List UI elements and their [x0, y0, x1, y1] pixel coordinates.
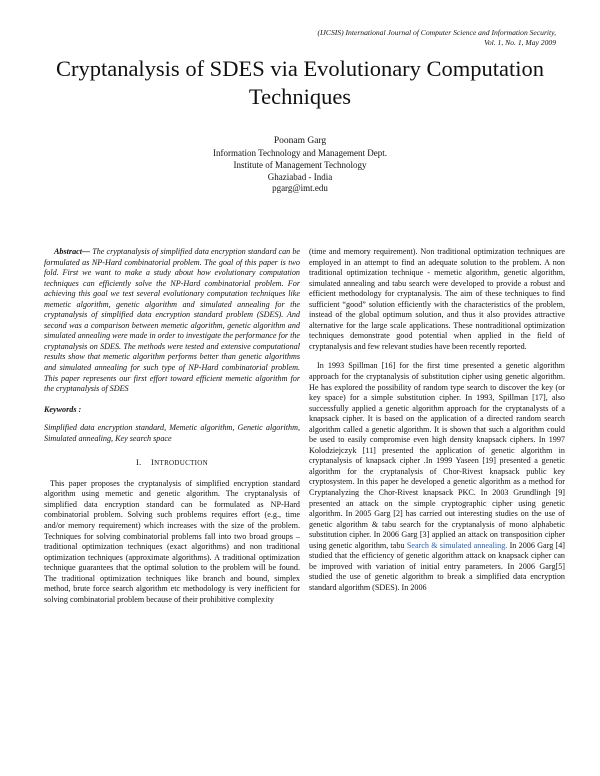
paper-title: Cryptanalysis of SDES via Evolutionary Computation Techniques — [55, 56, 545, 109]
abstract-text: The cryptanalysis of simplified data encryption standard can be formulated as NP-Hard combinatorial problem. The goal of this paper is two fold. First we want to make a study about how evolutionary computation techniques can efficiently solve the NP-Hard combinatorial problem. For achieving this goal we test several evolutionary computation techniques like memetic algorithm, genetic algorithm and simulated annealing for the cryptanalysis of simplified data encryption standard problem (SDES). And second was a comparison between memetic algorithm, genetic algorithm and simulated annealing were made in order to investigate the performance for the cryptanalysis on SDES. The methods were tested and extensive computational results show that memetic algorithm performs better than genetic algorithms and simulated annealing for such type of NP-Hard combinatorial problem. This paper represents our first effort toward efficient memetic algorithm for the cryptanalysis of SDES — [44, 247, 300, 394]
keywords-label: Keywords : — [44, 404, 82, 414]
section-title-rest: NTRODUCTION — [154, 459, 208, 468]
left-column — [44, 247, 300, 605]
history-highlight: Search & simulated annealing. — [406, 540, 508, 550]
section-first-letter: I — [151, 458, 155, 468]
section-number: I. — [135, 458, 142, 468]
author-location: Ghaziabad - India — [267, 171, 333, 182]
abstract-label: Abstract— — [54, 247, 91, 256]
intro-paragraph-left: This paper proposes the cryptanalysis of simplified encryption standard algorithm using memetic and genetic algorithm. The cryptanalysis of simplified data encryption standard can be formulated as NP-Hard combinatorial problem. Solving such problems requires effort (e.g., time and/or memory requirement) which increases with the size of the problem. Techniques for solving combinatorial problems fall into two broad groups – traditional optimization techniques (exact algorithms) and non traditional optimization techniques (approximate algorithms). A traditional optimization technique guarantees that the optimal solution to the problem will be found. The traditional optimization techniques like branch and bound, simplex method, brute force search algorithm etc methodology is very inefficient for solving combinatorial problem because of their prohibitive complexity — [44, 478, 300, 604]
history-part-2: In 2006 Garg [4] studied that the efficiency of genetic algorithm attack on knapsack cipher can be improved with variation of initial entry parameters. In 2006 Garg[5] studied the use of genetic algorithm to break a simplified data encryption standard algorithm (SDES). In 2006 — [309, 540, 566, 592]
journal-line-1: (IJCSIS) International Journal of Computer Science and Information Security, — [317, 28, 556, 37]
author-email[interactable]: pgarg@imt.edu — [272, 183, 328, 194]
journal-line-2: Vol. 1, No. 1, May 2009 — [484, 38, 556, 47]
author-dept: Information Technology and Management Dept. — [213, 148, 387, 158]
author-institute: Institute of Management Technology — [233, 159, 367, 170]
author-name: Poonam Garg — [273, 136, 327, 146]
history-part-1: In 1993 Spillman [16] for the first time presented a genetic algorithm approach for the cryptanalysis of substitution cipher using genetic algorithm. He has explored the possibility of random type search to discover the key (or key space) for a simple substitution cipher. In 1993, Spillman [17], also successfully applied a genetic algorithm approach for the cryptanalysts of a knapsack cipher. It is based on the application of a directed random search algorithm called a genetic algorithm. It is shown that such a algorithm could be used to easily compromise even high density knapsack ciphers. In 1997 Kolodziejczyk [11] presented the application of genetic algorithm in cryptanalysis of knapsack cipher .In 1999 Yaseen [19] presented a genetic algorithm for the cryptanalysis of Chor-Rivest knapsack public key cryptosystem. In this paper he developed a genetic algorithm as a method for Cryptanalyzing the Chor-Rivest knapsack PKC. In 2003 Grundlingh [9] presented an attack on the simple cryptographic cipher using genetic algorithm. In 2005 Garg [2] has carried out interesting studies on the use of genetic algorithm & tabu search for the cryptanalysis of mono alphabetic substitution cipher. In 2006 Garg [3] applied an attack on transposition cipher using genetic algorithm, tabu — [309, 361, 565, 550]
section-heading — [44, 458, 300, 469]
history-paragraph — [309, 361, 565, 593]
keywords-text: Simplified data encryption standard, Memetic algorithm, Genetic algorithm, Simulated annealing, Key search space — [44, 423, 300, 443]
right-column — [309, 247, 565, 594]
journal-header — [226, 28, 556, 48]
abstract — [44, 247, 300, 395]
author-block — [150, 134, 450, 195]
intro-paragraph-right: (time and memory requirement). Non traditional optimization techniques are employed in an attempt to find an adequate solution to the problem. A non traditional optimization technique - memetic algorithm, genetic algorithm, simulated annealing and tabu search were developed to provide a robust and efficient methodology for cryptanalysis. The aim of these techniques to find sufficient “good” solution efficiently with the characteristics of the problem, instead of the global optimum solution, and thus it also provides attractive alternative for the large scale applications. These nontraditional optimization techniques demonstrate good potential when applied in the field of cryptanalysis and few relevant studies have been recently reported. — [309, 247, 565, 351]
